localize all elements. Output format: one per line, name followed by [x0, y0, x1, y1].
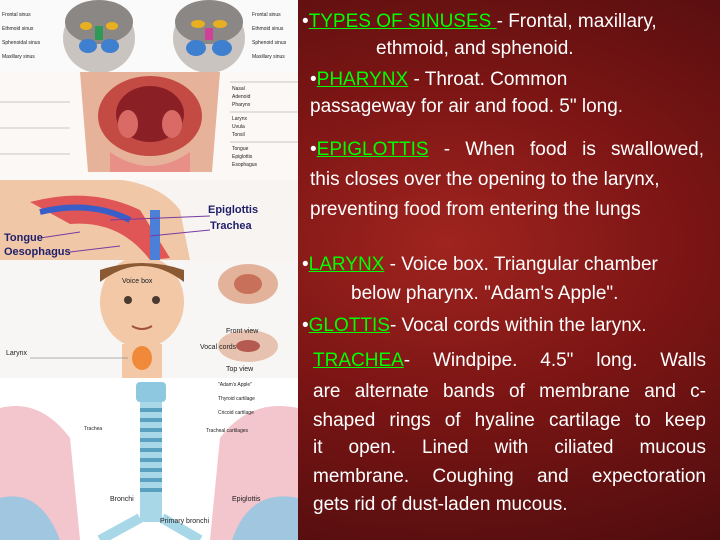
epiglottis-line-2: this closes over the opening to the larynx, — [310, 169, 660, 190]
keyword-sinuses: TYPES OF SINUSES — [308, 11, 497, 32]
pharynx-text-1: - Throat. Common — [408, 69, 568, 90]
front-view-label: Front view — [226, 328, 259, 335]
throat-label-3: Pharynx — [232, 102, 251, 108]
head-figure — [0, 180, 298, 260]
trachea-lungs-illustration — [0, 378, 298, 540]
larynx-line-1 — [302, 253, 658, 277]
bullet: • — [310, 139, 317, 160]
trachea-line-3: shaped rings of hyaline cartilage to keep — [313, 410, 706, 431]
head-label-epiglottis: Epiglottis — [208, 204, 259, 216]
trachea-label-2: Thyroid cartilage — [218, 396, 255, 402]
epiglottis-line-1 — [310, 138, 704, 162]
trachea-line-2: are alternate bands of membrane and c- — [313, 381, 706, 402]
throat-label-5: Uvula — [232, 124, 245, 130]
pharynx-line-2: passageway for air and food. 5" long. — [310, 96, 624, 117]
trachea-label-1: "Adam's Apple" — [218, 382, 252, 388]
pharynx-line-1 — [310, 68, 567, 92]
bullet: • — [302, 11, 309, 32]
trachea-line-1 — [313, 349, 706, 373]
larynx-line-2: below pharynx. "Adam's Apple". — [351, 283, 619, 304]
sinus-left-label-4: Maxillary sinus — [2, 54, 35, 60]
throat-figure — [0, 72, 298, 180]
sinus-figure — [0, 0, 298, 72]
throat-label-2: Adenoid — [232, 94, 251, 100]
sinus-right-label-2: Ethmoid sinus — [252, 26, 284, 32]
sinuses-line-2: ethmoid, and sphenoid. — [376, 38, 574, 59]
sinus-right-label-4: Maxillary sinus — [252, 54, 285, 60]
throat-label-1: Nasal — [232, 86, 245, 92]
keyword-trachea: TRACHEA — [313, 350, 404, 371]
top-view-label: Top view — [226, 366, 254, 373]
keyword-pharynx: PHARYNX — [316, 69, 409, 90]
throat-label-4: Larynx — [232, 116, 248, 122]
sinus-right-label-3: Sphenoid sinus — [252, 40, 287, 46]
trachea-figure — [0, 378, 298, 540]
larynx-text-1: - Voice box. Triangular chamber — [384, 254, 658, 275]
bronchi-label: Bronchi — [110, 496, 134, 503]
primary-bronchi-label: Primary bronchi — [160, 518, 210, 525]
voice-box-label: Voice box — [122, 278, 153, 285]
sinus-left-label-1: Frontal sinus — [2, 12, 31, 18]
bullet: • — [310, 69, 317, 90]
trachea-label-5: Tracheal cartilages — [206, 428, 249, 434]
sinus-left-label-2: Ethmoid sinus — [2, 26, 34, 32]
glottis-line-1 — [302, 314, 647, 338]
larynx-figure — [0, 260, 298, 378]
head-label-tongue: Tongue — [4, 232, 43, 244]
bullet: • — [302, 315, 309, 336]
keyword-epiglottis: EPIGLOTTIS — [316, 139, 429, 160]
throat-label-7: Tongue — [232, 146, 249, 152]
epiglottis-bottom-label: Epiglottis — [232, 496, 261, 503]
keyword-larynx: LARYNX — [308, 254, 385, 275]
trachea-label-3: Cricoid cartilage — [218, 410, 254, 416]
vocal-cords-label: Vocal cords — [200, 344, 237, 351]
head-label-oesophagus: Oesophagus — [4, 246, 71, 258]
sinus-left-label-3: Sphenoidal sinus — [2, 40, 41, 46]
sinus-right-label-1: Frontal sinus — [252, 12, 281, 18]
throat-label-6: Tonsil — [232, 132, 245, 138]
sinuses-text-1: - Frontal, maxillary, — [496, 11, 657, 32]
throat-label-8: Epiglottis — [232, 154, 253, 160]
illustration-strip — [0, 0, 298, 540]
keyword-glottis: GLOTTIS — [308, 315, 390, 336]
epiglottis-text-1: - When food is swallowed, — [428, 139, 704, 160]
bullet: • — [302, 254, 309, 275]
text-column — [298, 0, 720, 540]
glottis-text-1: - Vocal cords within the larynx. — [389, 315, 647, 336]
larynx-label: Larynx — [6, 350, 28, 357]
trachea-line-6: gets rid of dust-laden mucous. — [313, 494, 568, 515]
head-label-trachea: Trachea — [210, 220, 252, 232]
trachea-label-4: Trachea — [84, 426, 103, 432]
epiglottis-line-3: preventing food from entering the lungs — [310, 199, 641, 220]
trachea-line-5: membrane. Coughing and expectoration — [313, 466, 706, 487]
throat-label-9: Esophagus — [232, 162, 258, 168]
sinuses-line-1 — [302, 10, 657, 34]
sinus-faces-illustration — [0, 0, 298, 72]
trachea-line-4: it open. Lined with ciliated mucous — [313, 437, 706, 458]
trachea-text-1: - Windpipe. 4.5" long. Walls — [403, 350, 706, 371]
